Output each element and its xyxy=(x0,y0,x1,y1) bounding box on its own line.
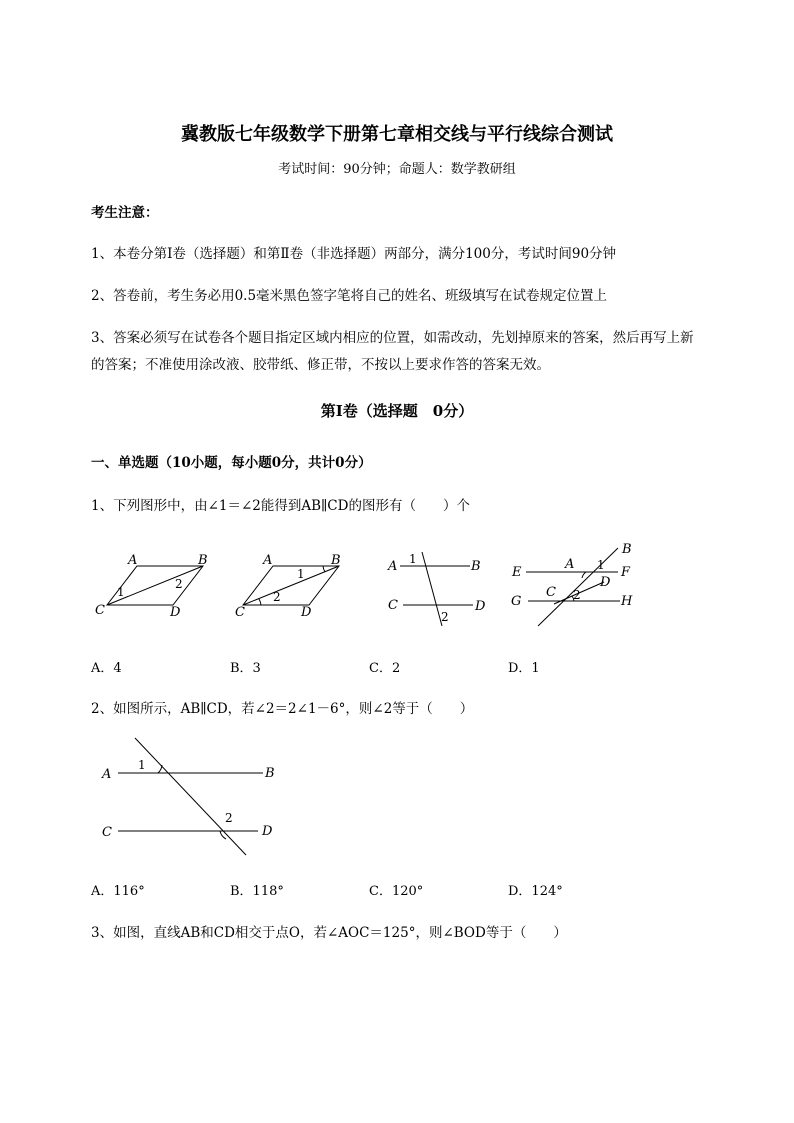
q1-figure-1 xyxy=(95,548,215,628)
fig4-label-b: B xyxy=(622,542,632,557)
notice-heading: 考生注意： xyxy=(91,205,159,221)
part-title: 一、单选题（10小题，每小题0分，共计0分） xyxy=(91,455,372,471)
fig4-label-c: C xyxy=(546,585,556,600)
fig4-label-d: D xyxy=(600,575,611,590)
question-2-text: 2、如图所示，AB∥CD，若∠2＝2∠1－6°，则∠2等于（ ） xyxy=(91,701,474,717)
fig5-label-a: A xyxy=(102,767,112,782)
fig4-angle-2: 2 xyxy=(573,588,581,602)
fig5-arc-1 xyxy=(158,765,162,773)
q2-option-b[interactable]: B．118° xyxy=(230,884,284,899)
fig5-label-b: B xyxy=(265,766,275,781)
fig3-angle-1: 1 xyxy=(409,552,417,566)
fig2-angle-2: 2 xyxy=(273,590,281,604)
fig5-arc-2 xyxy=(220,831,226,839)
fig2-arc-2 xyxy=(259,599,261,605)
fig1-angle-1: 1 xyxy=(117,585,125,599)
fig5-angle-2: 2 xyxy=(225,811,233,825)
section-title: 第I卷（选择题 0分） xyxy=(320,402,474,420)
q1-option-a[interactable]: A．4 xyxy=(91,661,122,676)
fig2-arc-1 xyxy=(323,566,325,572)
fig5-label-c: C xyxy=(102,825,112,840)
question-3-text: 3、如图，直线AB和CD相交于点O，若∠AOC＝125°，则∠BOD等于（ ） xyxy=(91,925,567,941)
fig3-transversal xyxy=(422,552,442,626)
fig4-angle-1: 1 xyxy=(597,558,605,572)
fig1-label-c: C xyxy=(95,603,105,618)
fig3-label-c: C xyxy=(388,598,398,613)
fig5-label-d: D xyxy=(262,824,273,839)
fig3-angle-2: 2 xyxy=(441,610,449,624)
q1-option-c[interactable]: C．2 xyxy=(369,661,401,676)
fig1-angle-2: 2 xyxy=(175,577,183,591)
q2-option-a[interactable]: A．116° xyxy=(91,884,145,899)
fig2-label-c: C xyxy=(235,605,245,620)
fig4-label-g: G xyxy=(511,594,522,609)
fig2-label-d: D xyxy=(301,605,312,620)
q1-figure-4 xyxy=(508,538,643,633)
exam-title: 冀教版七年级数学下册第七章相交线与平行线综合测试 xyxy=(181,124,613,145)
fig4-label-h: H xyxy=(621,594,633,609)
fig2-label-a: A xyxy=(263,553,273,568)
fig4-arc-1 xyxy=(582,572,586,578)
q1-option-d[interactable]: D．1 xyxy=(508,661,540,676)
fig2-angle-1: 1 xyxy=(297,567,305,581)
fig3-label-a: A xyxy=(388,559,398,574)
fig4-label-a: A xyxy=(565,557,575,572)
q2-option-d[interactable]: D．124° xyxy=(508,884,563,899)
fig1-label-b: B xyxy=(198,553,208,568)
exam-subtitle: 考试时间：90分钟；命题人：数学教研组 xyxy=(278,162,516,177)
notice-item-3-continued: 的答案；不准使用涂改液、胶带纸、修正带，不按以上要求作答的答案无效。 xyxy=(91,357,550,373)
q2-figure xyxy=(98,735,288,860)
fig3-label-d: D xyxy=(475,599,486,614)
q1-option-b[interactable]: B．3 xyxy=(230,661,261,676)
q1-figure-3 xyxy=(385,548,495,633)
fig3-label-b: B xyxy=(471,559,481,574)
fig4-label-f: F xyxy=(621,565,631,580)
q1-figure-2 xyxy=(233,548,353,628)
fig4-label-e: E xyxy=(512,565,522,580)
fig5-transversal xyxy=(135,738,246,855)
fig1-label-a: A xyxy=(128,553,138,568)
fig1-label-d: D xyxy=(170,605,181,620)
notice-item-2: 2、答卷前，考生务必用0.5毫米黑色签字笔将自己的姓名、班级填写在试卷规定位置上 xyxy=(91,288,608,304)
fig2-label-b: B xyxy=(331,553,341,568)
q2-option-c[interactable]: C．120° xyxy=(369,884,424,899)
fig5-angle-1: 1 xyxy=(138,758,146,772)
question-1-text: 1、下列图形中，由∠1＝∠2能得到AB∥CD的图形有（ ）个 xyxy=(91,498,470,514)
notice-item-3: 3、答案必须写在试卷各个题目指定区域内相应的位置，如需改动，先划掉原来的答案，然后再写上新 xyxy=(91,330,694,346)
notice-item-1: 1、本卷分第I卷（选择题）和第Ⅱ卷（非选择题）两部分，满分100分，考试时间90分钟 xyxy=(91,246,617,262)
